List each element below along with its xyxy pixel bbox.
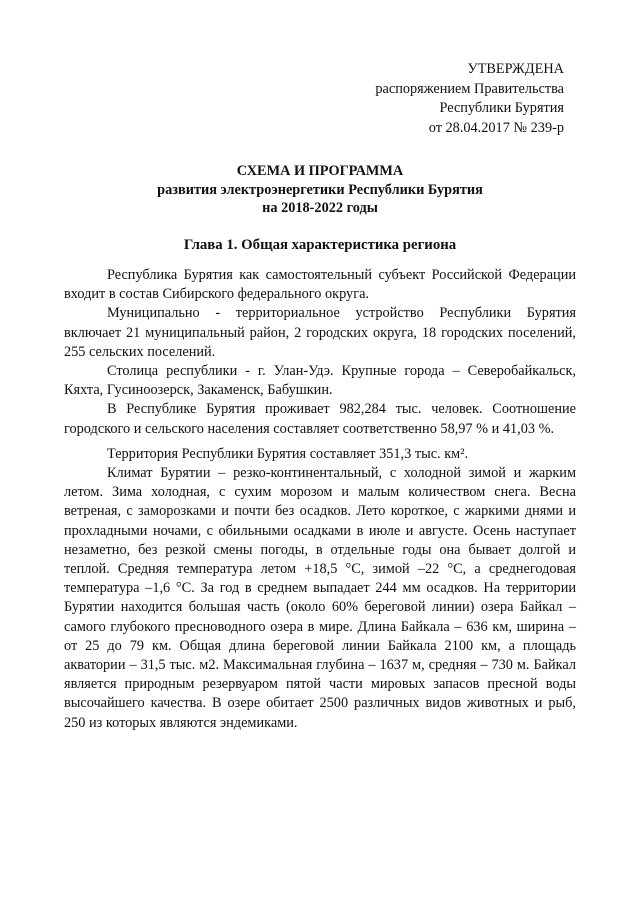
approval-issuer: распоряжением Правительства: [375, 80, 564, 97]
approval-date-number: от 28.04.2017 № 239-р: [428, 119, 564, 136]
heading-period: на 2018-2022 годы: [262, 200, 378, 216]
chapter-title: Глава 1. Общая характеристика региона: [183, 237, 457, 253]
paragraph-capital-cities: Столица республики - г. Улан-Удэ. Крупные города – Северобайкальск, Кяхта, Гусиноозерск, Закаменск, Бабушкин.: [64, 363, 576, 399]
document-heading: [64, 162, 576, 218]
approval-stamp: [375, 60, 564, 138]
approval-government: Республики Бурятия: [439, 100, 564, 116]
paragraph-population: В Республике Бурятия проживает 982,284 тыс. человек. Соотношение городского и сельского населения составляет соответственно 58,97 % и 41,03 %.: [64, 401, 576, 437]
body-text: [64, 266, 576, 733]
heading-subtitle: развития электроэнергетики Республики Бурятия: [157, 181, 483, 198]
approval-title: УТВЕРЖДЕНА: [467, 61, 564, 77]
paragraph-federal-status: Республика Бурятия как самостоятельный субъект Российской Федерации входит в состав Сибирского федерального округа.: [64, 267, 576, 303]
paragraph-climate-baikal: Климат Бурятии – резко-континентальный, с холодной зимой и жарким летом. Зима холодная, с сухим морозом и малым количеством снега. Весна ветреная, с заморозками и почти без осадков. Лето короткое, с жаркими днями и прохладными ночами, с обильными осадками в июле и августе. Осень наступает незаметно, без резкой смены погоды, в отдельные годы она бывает долгой и теплой. Средняя температура летом +18,5 °С, зимой –22 °С, а среднегодовая температура –1,6 °С. За год в среднем выпадает 244 мм осадков. На территории Бурятии находится большая часть (около 60% береговой линии) озера Байкал – самого глубокого пресноводного озера в мире. Длина Байкала – 636 км, ширина – от 25 до 79 км. Общая длина береговой линии Байкала 2100 км, а площадь акватории – 31,5 тыс. м2. Максимальная глубина – 1637 м, средняя – 730 м. Байкал является природным резервуаром пятой части мировых запасов пресной воды высочайшего качества. В озере обитает 2500 различных видов животных и рыб, 250 из которых являются эндемиками.: [64, 465, 576, 731]
paragraph-territory: Территория Республики Бурятия составляет 351,3 тыс. км².: [107, 445, 469, 462]
paragraph-municipal-structure: Муниципально - территориальное устройство Республики Бурятия включает 21 муниципальный район, 2 городских округа, 18 городских поселений, 255 сельских поселений.: [64, 305, 576, 360]
heading-title: СХЕМА И ПРОГРАММА: [236, 163, 404, 179]
